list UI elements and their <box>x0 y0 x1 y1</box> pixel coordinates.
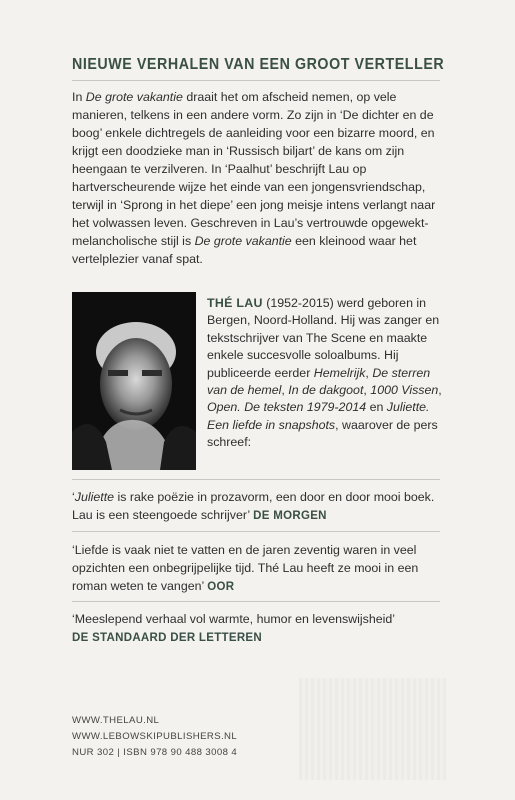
quote-source: DE STANDAARD DER LETTEREN <box>72 632 263 644</box>
blurb-text: In <box>72 90 86 104</box>
author-name: THÉ LAU <box>207 296 263 310</box>
author-bio <box>207 295 443 452</box>
press-quote <box>72 541 444 596</box>
bio-text: , <box>438 383 442 398</box>
blurb-text: draait het om afscheid nemen, op vele manieren, telkens in een andere vorm. Zo zijn in ‘De dichter en de boog’ enkele dichtregels de aanleiding voor een bizarre moord, en krijgt een doodzieke man in ‘Russisch biljart’ de kans om zijn heengaan te verzilveren. In ‘Paalhut’ beschrijft Lau op hartverscheurende wijze het einde van een jongensvriendschap, terwijl in ‘Sprong in het diepe’ een jong meisje intens verlangt naar het volwassen leven. Geschreven in Lau’s vertrouwde opgewekt-melancholische stijl is <box>72 90 436 248</box>
blurb-paragraph <box>72 88 444 268</box>
divider <box>72 601 440 602</box>
press-quote <box>72 610 444 647</box>
quote-title: Juliette <box>74 490 115 504</box>
quote-text: ‘Meeslepend verhaal vol warmte, humor en levenswijsheid’ <box>72 612 396 626</box>
divider <box>72 531 440 532</box>
quote-source: OOR <box>207 581 235 593</box>
publisher-website[interactable]: WWW.LEBOWSKIPUBLISHERS.NL <box>72 731 238 742</box>
blurb-text: een kleinood waar het vertelplezier vanaf spat. <box>72 234 417 266</box>
quote-text: ‘ <box>72 490 75 504</box>
author-portrait-image <box>72 292 196 470</box>
press-quote <box>72 488 444 525</box>
bio-text: en <box>366 400 387 415</box>
bio-text: , <box>281 383 289 398</box>
cover-heading: NIEUWE VERHALEN VAN EEN GROOT VERTELLER <box>72 56 445 73</box>
bio-text: (1952-2015) werd geboren in Bergen, Noord-Holland. Hij was zanger en tekstschrijver van The Scene en maakte enkele succesvolle soloalbums. Hij publiceerde eerder <box>207 296 440 380</box>
title-hemelrijk: Hemelrijk <box>313 365 366 380</box>
divider <box>72 80 440 81</box>
quote-source: DE MORGEN <box>253 510 327 522</box>
title-sterren: De sterren van de hemel <box>207 365 431 398</box>
book-title: De grote vakantie <box>194 234 292 248</box>
back-cover <box>72 0 444 800</box>
title-open: Open. De teksten 1979-2014 <box>207 400 367 415</box>
bio-text: , <box>365 365 373 380</box>
quote-text: ‘Liefde is vaak niet te vatten en de jaren zeventig waren in veel opzichten een onbegrijpelijke tijd. Thé Lau heeft ze mooi in een roman weten te vangen’ <box>72 543 419 593</box>
divider <box>72 479 440 480</box>
bio-text: , waarover de pers schreef: <box>207 417 438 450</box>
book-title: De grote vakantie <box>85 90 183 104</box>
quote-text: is rake poëzie in prozavorm, een door en door mooi boek. Lau is een steengoede schrijver’ <box>72 490 435 522</box>
author-website[interactable]: WWW.THELAU.NL <box>72 715 160 726</box>
title-vissen: 1000 Vissen <box>370 383 439 398</box>
isbn-line: NUR 302 | ISBN 978 90 488 3008 4 <box>72 747 238 758</box>
author-photo <box>72 292 196 470</box>
title-juliette: Juliette. Een liefde in snapshots <box>207 400 430 432</box>
bio-text: , <box>363 383 371 398</box>
publisher-footer <box>72 713 332 761</box>
title-dakgoot: In de dakgoot <box>288 383 364 398</box>
